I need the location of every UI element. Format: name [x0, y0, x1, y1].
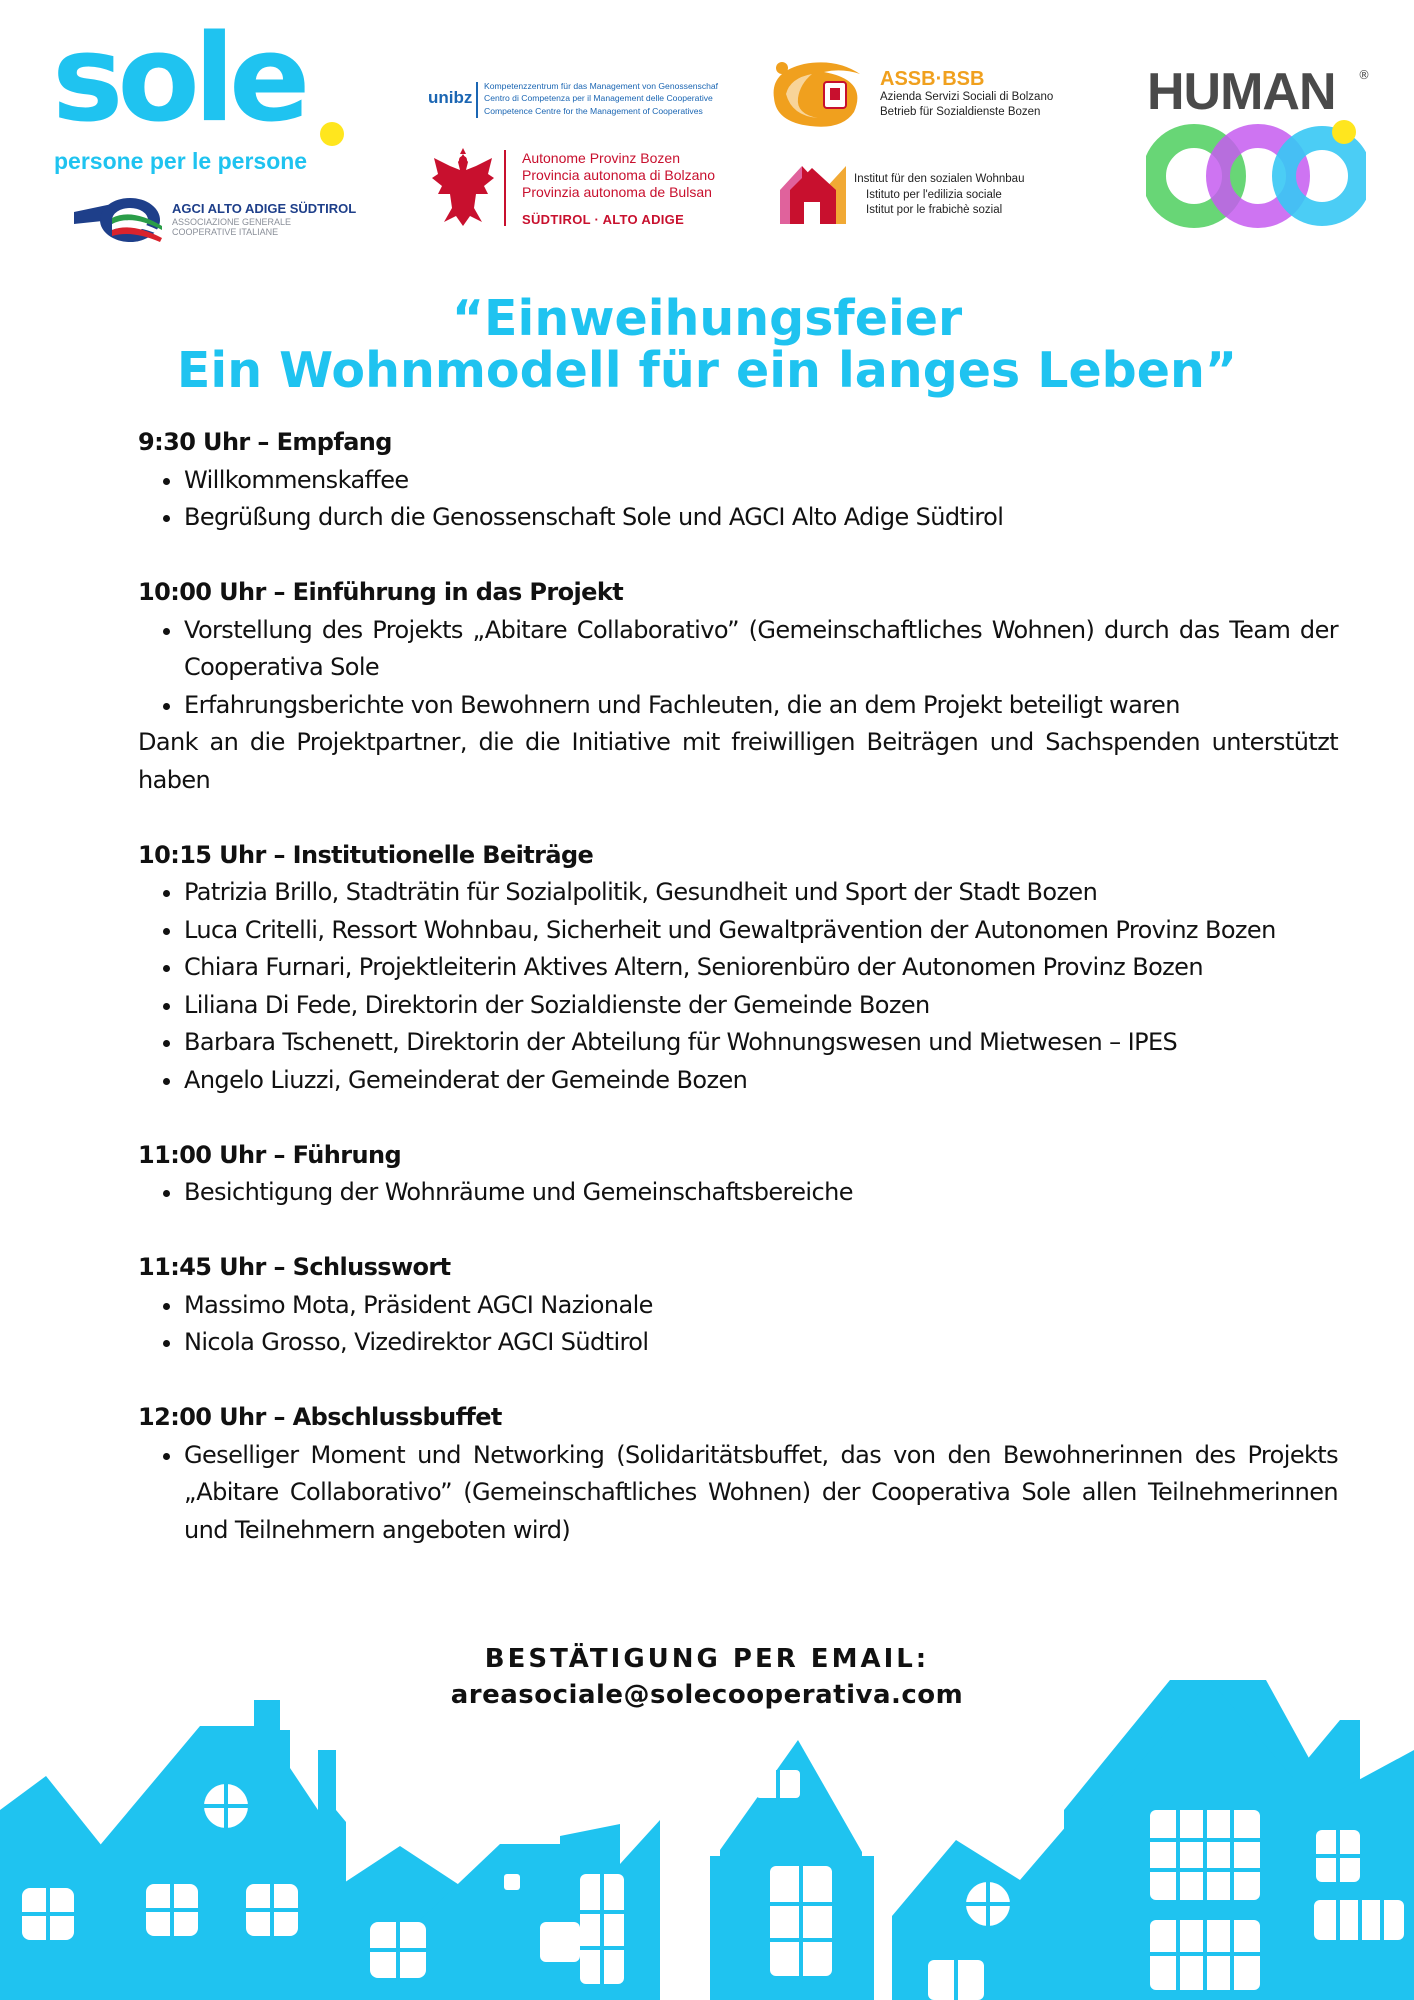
agenda-item-list	[138, 1174, 1338, 1212]
province-logo	[430, 148, 740, 230]
agenda-item: • Willkommenskaffee	[184, 462, 1338, 500]
agci-logo-line2: ASSOCIAZIONE GENERALE	[172, 216, 292, 227]
ipes-logo	[778, 160, 1068, 226]
confirmation-email[interactable]: areasociale@solecooperativa.com	[450, 1680, 964, 1710]
agenda-item-list	[138, 874, 1338, 1099]
assb-logo-line2: Betrieb für Sozialdienste Bozen	[880, 105, 1041, 118]
agenda-item: • Chiara Furnari, Projektleiterin Aktives Altern, Seniorenbüro der Autonomen Provinz Bozen	[184, 949, 1338, 987]
ipes-logo-line2: Istituto per l'edilizia sociale	[866, 188, 1002, 201]
unibz-logo-line1: Kompetenzzentrum für das Management von Genossenschaf	[484, 81, 719, 91]
agenda-item: • Massimo Mota, Präsident AGCI Nazionale	[184, 1287, 1338, 1325]
human360-logo-word: HUMAN	[1147, 63, 1336, 121]
ipes-house-icon	[778, 160, 848, 226]
agenda-item: • Liliana Di Fede, Direktorin der Sozialdienste der Gemeinde Bozen	[184, 987, 1338, 1025]
agci-logo	[72, 190, 357, 250]
agenda-item: • Luca Critelli, Ressort Wohnbau, Sicherheit und Gewaltprävention der Autonomen Provinz Bozen	[184, 912, 1338, 950]
unibz-logo-divider	[476, 82, 478, 118]
agenda-section	[138, 424, 1338, 537]
agenda-item: • Patrizia Brillo, Stadträtin für Sozialpolitik, Gesundheit und Sport der Stadt Bozen	[184, 874, 1338, 912]
assb-logo-text	[880, 68, 1053, 120]
assb-swirl-icon	[764, 54, 876, 130]
agci-knot-icon	[72, 190, 168, 248]
eagle-crest-icon	[430, 148, 496, 230]
assb-logo	[764, 54, 1064, 130]
agenda-item: • Angelo Liuzzi, Gemeinderat der Gemeinde Bozen	[184, 1062, 1338, 1100]
agenda-item: • Besichtigung der Wohnräume und Gemeinschaftsbereiche	[184, 1174, 1338, 1212]
agenda-section-heading: 10:15 Uhr – Institutionelle Beiträge	[138, 840, 594, 869]
human360-logo-registered: ®	[1358, 68, 1370, 82]
agenda-section	[138, 1399, 1338, 1549]
agenda-section	[138, 837, 1338, 1100]
event-title-line2: Ein Wohnmodell für ein langes Leben”	[176, 342, 1238, 399]
sole-logo-dot	[320, 122, 344, 146]
sole-logo-tagline: persone per le persone	[54, 148, 308, 174]
unibz-logo-line2: Centro di Competenza per il Management delle Cooperative	[484, 93, 713, 104]
human360-number-graphic	[1146, 118, 1366, 228]
agenda-item: • Nicola Grosso, Vizedirektor AGCI Südtirol	[184, 1324, 1338, 1362]
province-logo-line1: Autonome Provinz Bozen	[522, 150, 680, 166]
agenda	[138, 424, 1338, 1587]
agenda-item: • Vorstellung des Projekts „Abitare Collaborativo” (Gemeinschaftliches Wohnen) durch das Team der Cooperativa Sole	[184, 612, 1338, 687]
ipes-logo-line3: Istitut por le frabichè sozial	[866, 204, 1003, 217]
agenda-item: • Begrüßung durch die Genossenschaft Sole und AGCI Alto Adige Südtirol	[184, 499, 1338, 537]
confirmation-label: BESTÄTIGUNG PER EMAIL:	[484, 1644, 930, 1674]
agenda-section-heading: 11:00 Uhr – Führung	[138, 1140, 402, 1169]
unibz-logo-line3: Competence Centre for the Management of Cooperatives	[484, 105, 703, 116]
agci-logo-line3: COOPERATIVE ITALIANE	[172, 226, 279, 237]
agenda-item-list	[138, 462, 1338, 537]
agenda-section	[138, 574, 1338, 799]
province-logo-footer: SÜDTIROL · ALTO ADIGE	[522, 212, 685, 227]
province-logo-text	[522, 150, 715, 201]
agenda-section-heading: 10:00 Uhr – Einführung in das Projekt	[138, 578, 624, 606]
agenda-item: • Geselliger Moment und Networking (Solidaritätsbuffet, das von den Bewohnerinnen des Projekts „Abitare Collaborativo” (Gemeinschaftliches Wohnen) der Cooperativa Sole allen Teilnehmerinnen und Teilnehmern angeboten wird)	[184, 1437, 1338, 1550]
province-logo-line3: Provinzia autonoma de Bulsan	[522, 184, 712, 201]
agenda-section	[138, 1137, 1338, 1212]
human360-logo	[1140, 60, 1380, 230]
sole-logo	[0, 0, 370, 180]
event-title-line1: “Einweihungsfeier	[451, 290, 963, 347]
unibz-logo-word: unibz	[428, 88, 473, 107]
agenda-section-note: Dank an die Projektpartner, die die Initiative mit freiwilligen Beiträgen und Sachspenden unterstützt haben	[138, 728, 1338, 794]
agenda-item-list	[138, 1287, 1338, 1362]
agci-logo-line1: AGCI ALTO ADIGE SÜDTIROL	[172, 201, 357, 216]
unibz-logo	[424, 78, 744, 122]
agenda-section-heading: 9:30 Uhr – Empfang	[138, 428, 392, 456]
province-logo-divider	[504, 150, 506, 226]
agenda-item: • Erfahrungsberichte von Bewohnern und Fachleuten, die an dem Projekt beteiligt waren	[184, 687, 1338, 725]
agenda-section-heading: 11:45 Uhr – Schlusswort	[138, 1253, 451, 1281]
assb-logo-line1: Azienda Servizi Sociali di Bolzano	[880, 91, 1054, 103]
agenda-item: • Barbara Tschenett, Direktorin der Abteilung für Wohnungswesen und Mietwesen – IPES	[184, 1024, 1338, 1062]
ipes-logo-text	[854, 172, 1024, 219]
town-silhouette-graphic	[0, 1660, 1414, 2000]
sole-logo-word: sole	[52, 10, 305, 149]
agenda-section	[138, 1249, 1338, 1362]
agenda-item-list	[138, 612, 1338, 725]
ipes-logo-line1: Institut für den sozialen Wohnbau	[854, 173, 1025, 185]
agenda-section-heading: 12:00 Uhr – Abschlussbuffet	[138, 1403, 502, 1431]
unibz-logo-text	[484, 80, 718, 117]
agenda-item-list	[138, 1437, 1338, 1550]
agci-logo-text	[172, 202, 356, 237]
assb-logo-name: ASSB·BSB	[880, 68, 985, 90]
province-logo-line2: Provincia autonoma di Bolzano	[522, 167, 716, 184]
